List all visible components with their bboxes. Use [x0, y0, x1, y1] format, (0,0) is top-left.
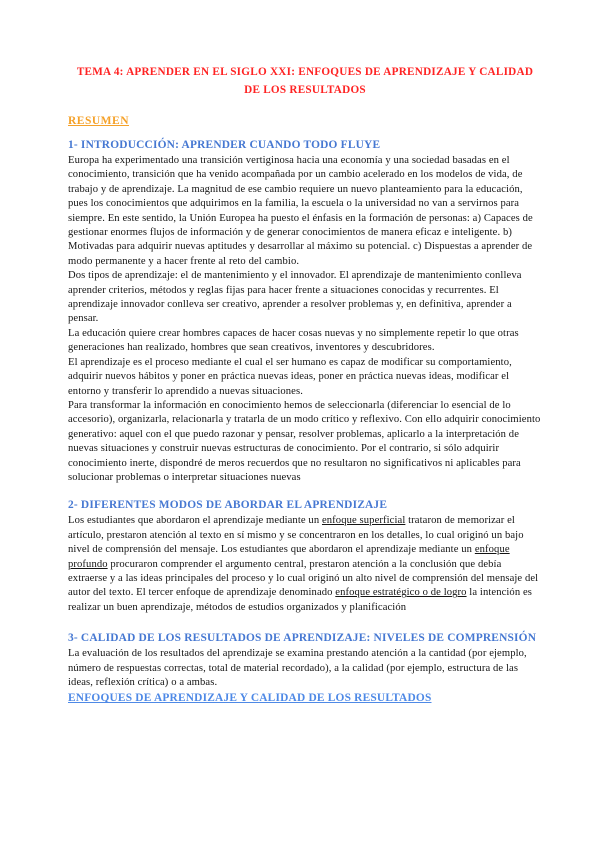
paragraph: La evaluación de los resultados del aprendizaje se examina prestando atención a la cantidad (por ejemplo, número de respuestas correctas, total de material recordado), a la calidad (por ejemplo, estructura de las ideas, reflexión crítica) o a ambas. — [68, 648, 527, 688]
footer-heading: ENFOQUES DE APRENDIZAJE Y CALIDAD DE LOS RESULTADOS — [68, 692, 432, 705]
summary-heading-row — [68, 99, 542, 129]
summary-heading: RESUMEN — [68, 115, 130, 127]
paragraph — [68, 514, 542, 615]
section-3-heading: 3- CALIDAD DE LOS RESULTADOS DE APRENDIZAJE: NIVELES DE COMPRENSIÓN — [68, 632, 537, 645]
text-run: la intención es realizar un buen aprendizaje, métodos de estudios organizados y planificación — [68, 587, 532, 613]
paragraph: El aprendizaje es el proceso mediante el cual el ser humano es capaz de modificar su comportamiento, adquirir nuevos hábitos y poner en práctica nuevas ideas, poner en práctica nuevas ideas, modificar el entorno y transferir lo aprendido a nuevas situaciones. — [68, 356, 512, 397]
paragraph: Para transformar la información en conocimiento hemos de seleccionarla (diferenciar lo esencial de lo accesorio), organizarla, relacionarla y tratarla de un modo crítico y reflexivo. Con ello adquirir conocimiento generativo: aquel con el que puedo razonar y pensar, resolver problemas, aplicarlo a la interpretación de nuevas situaciones y construir nuevas estructuras de conocimiento. Por el contrario, si sólo adquirir conocimiento inerte, dispondré de meros recuerdos que no resultaron no significativos ni aplicables para solucionar problemas o interpretar situaciones nuevas — [68, 399, 541, 483]
text-run: procuraron comprender el argumento central, prestaron atención a la conclusión que debía extraerse y a las ideas principales del proceso y lo cual originó un alto nivel de comprensión del mensaje del autor del texto. El tercer enfoque de aprendizaje denominado — [68, 558, 539, 599]
section-learning-results-quality — [68, 632, 542, 705]
document-title: TEMA 4: APRENDER EN EL SIGLO XXI: ENFOQUES DE APRENDIZAJE Y CALIDAD DE LOS RESULTADOS — [76, 66, 534, 96]
section-1-heading: 1- INTRODUCCIÓN: APRENDER CUANDO TODO FLUYE — [68, 139, 381, 151]
section-introduction — [68, 139, 542, 485]
paragraph: Dos tipos de aprendizaje: el de mantenimiento y el innovador. El aprendizaje de mantenimiento conlleva aprender criterios, métodos y reglas fijas para hacer frente a situaciones conocidas y recurrentes. El aprendizaje innovador conlleva ser creativo, aprender a resolver problemas y, en definitiva, aprender a pensar. — [68, 270, 522, 325]
underlined-key-phrase: enfoque superficial — [321, 515, 406, 527]
section-2-heading: 2- DIFERENTES MODOS DE ABORDAR EL APRENDIZAJE — [68, 499, 388, 512]
underlined-key-phrase: enfoque profundo — [68, 544, 510, 570]
paragraph: Europa ha experimentado una transición vertiginosa hacia una economía y una sociedad basadas en el conocimiento, transición que ha venido acompañada por un cambio acelerado en los modelos de vida, de trabajo y de aprendizaje. La magnitud de ese cambio requiere un nuevo planteamiento para la educación, pues los conocimientos que adquirimos en la familia, la escuela o la universidad no van a servirnos para siempre. En este sentido, la Unión Europea ha puesto el énfasis en la formación de personas: a) Capaces de gestionar enormes flujos de información y de generar conocimientos de manera eficaz e inteligente. b) Motivadas para adquirir nuevas aptitudes y desarrollar al máximo su potencial. c) Dispuestas a aprender de modo permanente y a hacer frente al reto del cambio. — [68, 155, 533, 267]
text-run: trataron de memorizar el artículo, prestaron atención al texto en sí mismo y se concentraron en los detalles, lo cual originó un bajo nivel de comprensión del mensaje. Los estudiantes que abordaron el aprendizaje mediante un — [68, 515, 524, 556]
text-run: Los estudiantes que abordaron el aprendizaje mediante un — [68, 515, 322, 527]
underlined-key-phrase: enfoque estratégico o de logro — [335, 587, 467, 599]
paragraph: La educación quiere crear hombres capaces de hacer cosas nuevas y no simplemente repetir lo que otras generaciones han realizado, hombres que sean creativos, inventores y descubridores. — [68, 327, 519, 354]
section-learning-approaches — [68, 499, 542, 615]
